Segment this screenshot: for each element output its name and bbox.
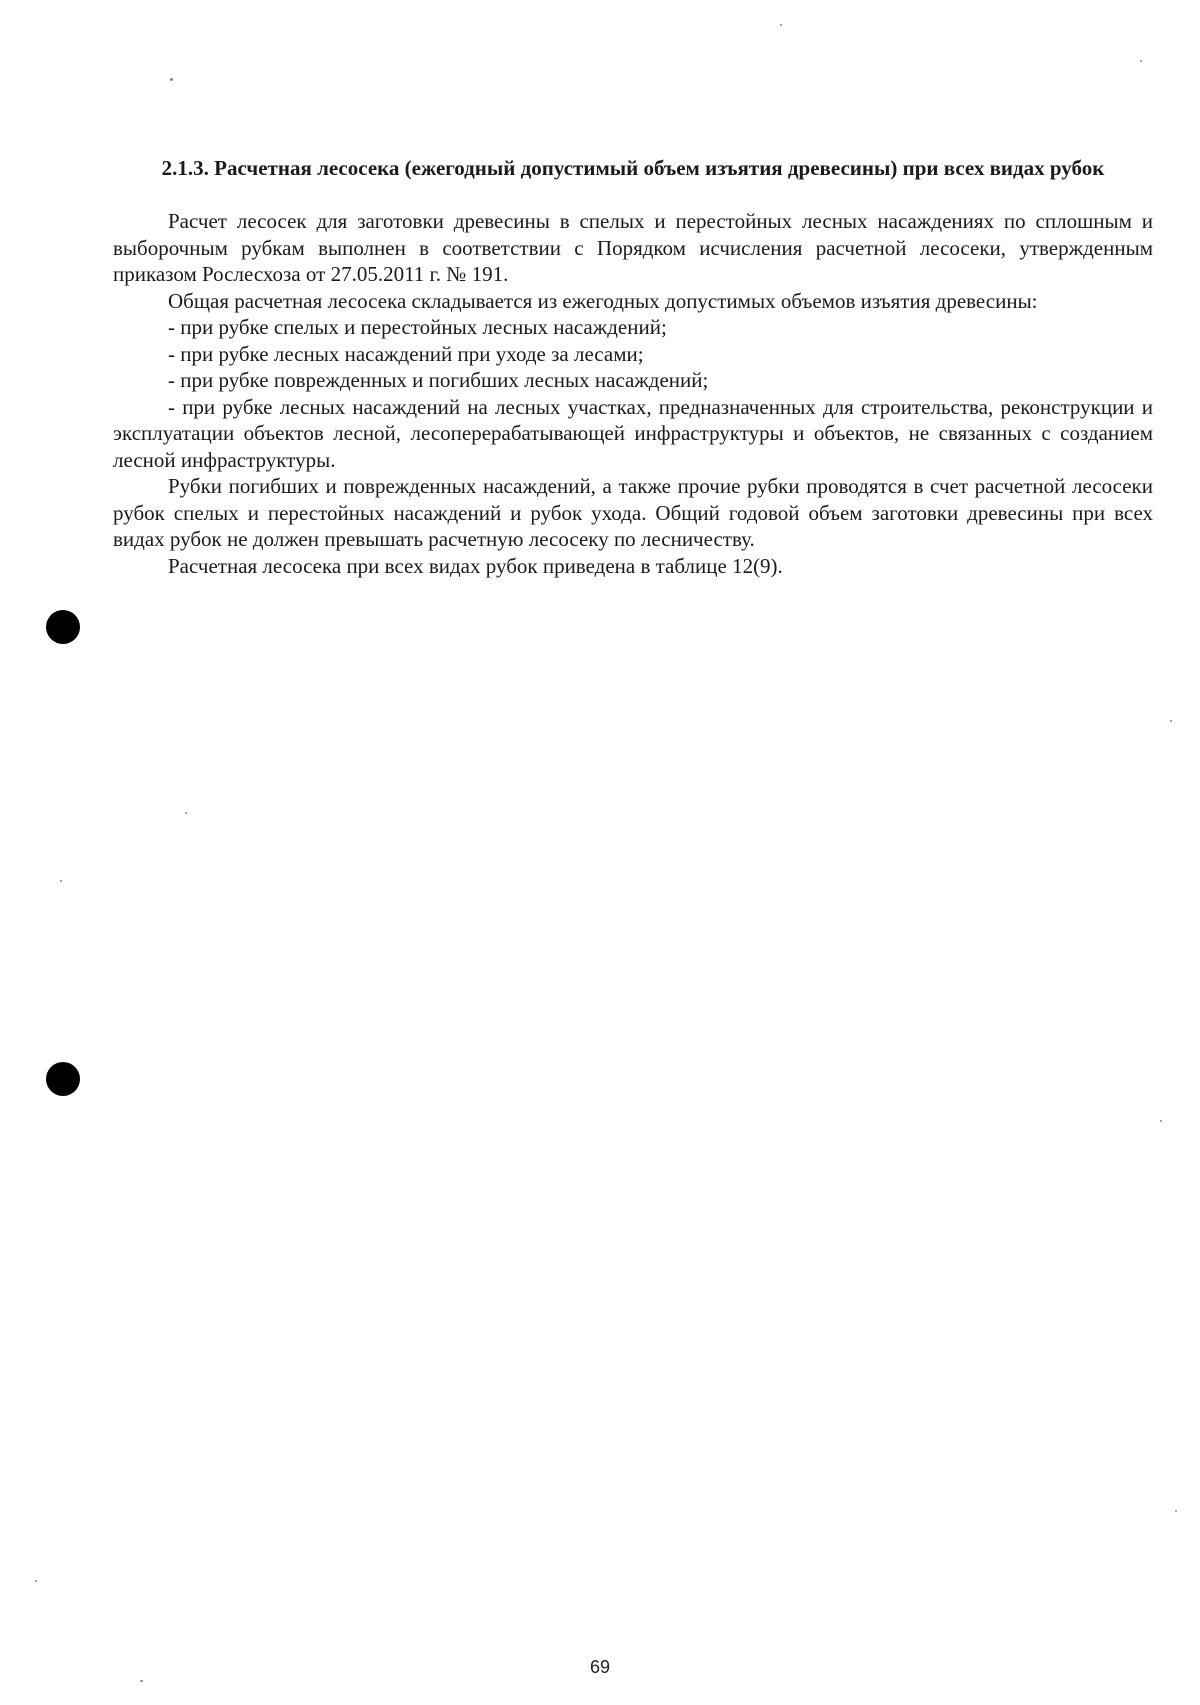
paragraph: Общая расчетная лесосека складывается из ежегодных допустимых объемов изъятия древесины: <box>168 288 1038 313</box>
scan-speck <box>1170 720 1172 722</box>
scan-speck <box>185 812 187 814</box>
page-number: 69 <box>589 1657 611 1677</box>
scan-speck <box>780 24 782 26</box>
scan-speck <box>1175 1510 1177 1512</box>
scan-speck <box>1160 1120 1162 1122</box>
paragraph: Расчетная лесосека при всех видах рубок приведена в таблице 12(9). <box>168 553 783 578</box>
page-content <box>113 155 1153 579</box>
section-heading: 2.1.3. Расчетная лесосека (ежегодный допустимый объем изъятия древесины) при всех видах рубок <box>161 156 1105 180</box>
scan-speck <box>140 1680 143 1682</box>
paragraph: Расчет лесосек для заготовки древесины в спелых и перестойных лесных насаждениях по сплошным и выборочным рубкам выполнен в соответствии с Порядком исчисления расчетной лесосеки, утвержденным приказом Рослесхоза от 27.05.2011 г. № 191. <box>113 209 1153 286</box>
list-item: - при рубке лесных насаждений при уходе за лесами; <box>168 341 644 366</box>
punch-hole-mark <box>46 610 80 644</box>
scan-speck <box>170 78 173 81</box>
scan-speck <box>1140 60 1142 62</box>
list-item: - при рубке поврежденных и погибших лесных насаждений; <box>168 368 709 392</box>
list-item: - при рубке лесных насаждений на лесных участках, предназначенных для строительства, реконструкции и эксплуатации объектов лесной, лесоперерабатывающей инфраструктуры и объектов, не связанных с созданием лесной инфраструктуры. <box>113 394 1153 472</box>
scan-speck <box>60 880 62 882</box>
list-item: - при рубке спелых и перестойных лесных насаждений; <box>168 315 667 339</box>
paragraph: Рубки погибших и поврежденных насаждений, а также прочие рубки проводятся в счет расчетной лесосеки рубок спелых и перестойных насаждений и рубок ухода. Общий годовой объем заготовки древесины при всех видах рубок не должен превышать расчетную лесосеку по лесничеству. <box>113 474 1153 551</box>
punch-hole-mark <box>46 1062 80 1096</box>
scan-speck <box>35 1580 37 1582</box>
